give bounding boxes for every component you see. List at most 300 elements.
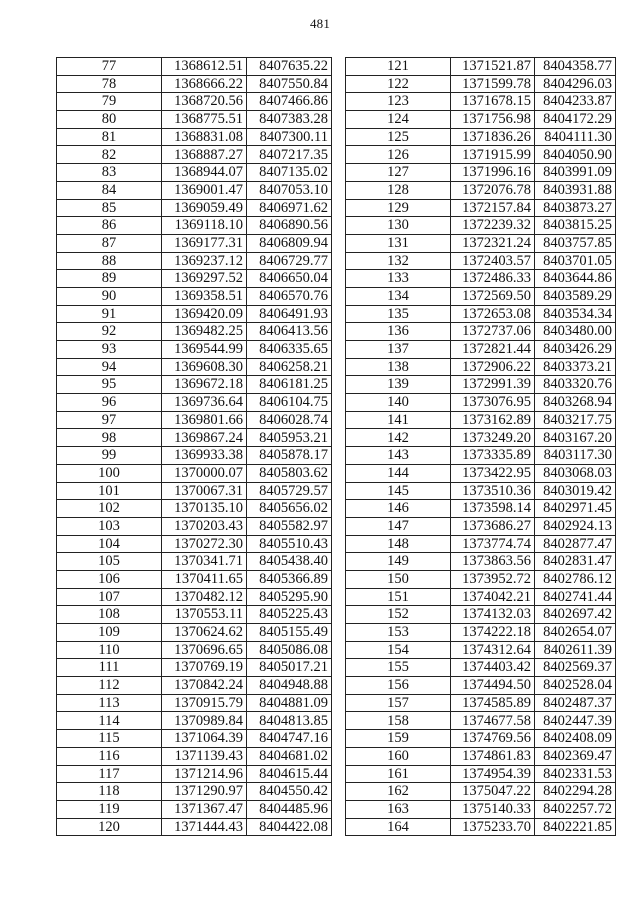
point-number-cell: 129	[346, 199, 451, 217]
point-number-cell: 151	[346, 588, 451, 606]
table-row	[346, 447, 616, 465]
table-row	[346, 553, 616, 571]
y-coordinate-cell: 8407300.11	[247, 128, 332, 146]
point-number-cell: 114	[57, 712, 162, 730]
x-coordinate-cell: 1369482.25	[162, 323, 247, 341]
table-row	[346, 270, 616, 288]
y-coordinate-cell: 8404485.96	[247, 800, 332, 818]
x-coordinate-cell: 1369297.52	[162, 270, 247, 288]
y-coordinate-cell: 8403701.05	[535, 252, 616, 270]
y-coordinate-cell: 8402611.39	[535, 641, 616, 659]
table-row	[57, 730, 332, 748]
x-coordinate-cell: 1371678.15	[451, 93, 535, 111]
table-row	[57, 128, 332, 146]
x-coordinate-cell: 1371521.87	[451, 58, 535, 76]
point-number-cell: 105	[57, 553, 162, 571]
point-number-cell: 108	[57, 606, 162, 624]
table-row	[57, 341, 332, 359]
point-number-cell: 78	[57, 75, 162, 93]
x-coordinate-cell: 1370696.65	[162, 641, 247, 659]
y-coordinate-cell: 8406335.65	[247, 341, 332, 359]
point-number-cell: 146	[346, 500, 451, 518]
table-row	[346, 305, 616, 323]
y-coordinate-cell: 8406809.94	[247, 234, 332, 252]
x-coordinate-cell: 1372076.78	[451, 181, 535, 199]
point-number-cell: 138	[346, 358, 451, 376]
x-coordinate-cell: 1371290.97	[162, 783, 247, 801]
table-row	[346, 146, 616, 164]
x-coordinate-cell: 1374132.03	[451, 606, 535, 624]
table-row	[57, 570, 332, 588]
table-row	[57, 482, 332, 500]
x-coordinate-cell: 1369544.99	[162, 341, 247, 359]
y-coordinate-cell: 8403268.94	[535, 394, 616, 412]
table-row	[346, 75, 616, 93]
y-coordinate-cell: 8402569.37	[535, 659, 616, 677]
y-coordinate-cell: 8407217.35	[247, 146, 332, 164]
x-coordinate-cell: 1368775.51	[162, 111, 247, 129]
point-number-cell: 132	[346, 252, 451, 270]
table-row	[57, 376, 332, 394]
x-coordinate-cell: 1373422.95	[451, 464, 535, 482]
y-coordinate-cell: 8407466.86	[247, 93, 332, 111]
table-row	[57, 464, 332, 482]
y-coordinate-cell: 8402487.37	[535, 694, 616, 712]
point-number-cell: 80	[57, 111, 162, 129]
point-number-cell: 152	[346, 606, 451, 624]
y-coordinate-cell: 8403991.09	[535, 164, 616, 182]
table-row	[346, 624, 616, 642]
y-coordinate-cell: 8403534.34	[535, 305, 616, 323]
x-coordinate-cell: 1374861.83	[451, 747, 535, 765]
y-coordinate-cell: 8402294.28	[535, 783, 616, 801]
x-coordinate-cell: 1373863.56	[451, 553, 535, 571]
table-row	[346, 765, 616, 783]
x-coordinate-cell: 1369237.12	[162, 252, 247, 270]
y-coordinate-cell: 8407135.02	[247, 164, 332, 182]
table-row	[57, 93, 332, 111]
coordinates-table-right	[345, 57, 616, 836]
point-number-cell: 143	[346, 447, 451, 465]
point-number-cell: 97	[57, 411, 162, 429]
table-row	[346, 800, 616, 818]
table-row	[57, 535, 332, 553]
point-number-cell: 139	[346, 376, 451, 394]
y-coordinate-cell: 8402257.72	[535, 800, 616, 818]
y-coordinate-cell: 8405729.57	[247, 482, 332, 500]
table-row	[57, 765, 332, 783]
point-number-cell: 160	[346, 747, 451, 765]
point-number-cell: 89	[57, 270, 162, 288]
x-coordinate-cell: 1369933.38	[162, 447, 247, 465]
x-coordinate-cell: 1374312.64	[451, 641, 535, 659]
x-coordinate-cell: 1369608.30	[162, 358, 247, 376]
table-row	[57, 553, 332, 571]
x-coordinate-cell: 1369358.51	[162, 287, 247, 305]
table-row	[346, 181, 616, 199]
y-coordinate-cell: 8406890.56	[247, 217, 332, 235]
y-coordinate-cell: 8406491.93	[247, 305, 332, 323]
y-coordinate-cell: 8403644.86	[535, 270, 616, 288]
table-row	[346, 287, 616, 305]
y-coordinate-cell: 8407635.22	[247, 58, 332, 76]
table-row	[346, 783, 616, 801]
point-number-cell: 102	[57, 500, 162, 518]
point-number-cell: 103	[57, 517, 162, 535]
point-number-cell: 145	[346, 482, 451, 500]
point-number-cell: 101	[57, 482, 162, 500]
point-number-cell: 161	[346, 765, 451, 783]
table-row	[346, 517, 616, 535]
table-row	[57, 818, 332, 836]
y-coordinate-cell: 8403815.25	[535, 217, 616, 235]
x-coordinate-cell: 1372569.50	[451, 287, 535, 305]
y-coordinate-cell: 8406258.21	[247, 358, 332, 376]
y-coordinate-cell: 8403931.88	[535, 181, 616, 199]
point-number-cell: 111	[57, 659, 162, 677]
point-number-cell: 156	[346, 677, 451, 695]
x-coordinate-cell: 1375047.22	[451, 783, 535, 801]
point-number-cell: 99	[57, 447, 162, 465]
x-coordinate-cell: 1368831.08	[162, 128, 247, 146]
table-row	[57, 429, 332, 447]
point-number-cell: 141	[346, 411, 451, 429]
point-number-cell: 79	[57, 93, 162, 111]
x-coordinate-cell: 1371139.43	[162, 747, 247, 765]
x-coordinate-cell: 1372737.06	[451, 323, 535, 341]
y-coordinate-cell: 8406650.04	[247, 270, 332, 288]
x-coordinate-cell: 1372239.32	[451, 217, 535, 235]
point-number-cell: 148	[346, 535, 451, 553]
table-row	[57, 394, 332, 412]
table-row	[57, 217, 332, 235]
x-coordinate-cell: 1370769.19	[162, 659, 247, 677]
table-row	[346, 730, 616, 748]
table-row	[57, 358, 332, 376]
point-number-cell: 158	[346, 712, 451, 730]
x-coordinate-cell: 1372653.08	[451, 305, 535, 323]
y-coordinate-cell: 8402877.47	[535, 535, 616, 553]
y-coordinate-cell: 8403019.42	[535, 482, 616, 500]
x-coordinate-cell: 1373335.89	[451, 447, 535, 465]
table-row	[346, 252, 616, 270]
point-number-cell: 142	[346, 429, 451, 447]
point-number-cell: 154	[346, 641, 451, 659]
y-coordinate-cell: 8403757.85	[535, 234, 616, 252]
point-number-cell: 92	[57, 323, 162, 341]
y-coordinate-cell: 8404358.77	[535, 58, 616, 76]
x-coordinate-cell: 1370624.62	[162, 624, 247, 642]
x-coordinate-cell: 1373774.74	[451, 535, 535, 553]
y-coordinate-cell: 8404296.03	[535, 75, 616, 93]
y-coordinate-cell: 8404813.85	[247, 712, 332, 730]
point-number-cell: 96	[57, 394, 162, 412]
x-coordinate-cell: 1370000.07	[162, 464, 247, 482]
point-number-cell: 135	[346, 305, 451, 323]
point-number-cell: 94	[57, 358, 162, 376]
y-coordinate-cell: 8405017.21	[247, 659, 332, 677]
point-number-cell: 86	[57, 217, 162, 235]
x-coordinate-cell: 1369736.64	[162, 394, 247, 412]
table-row	[57, 305, 332, 323]
y-coordinate-cell: 8403480.00	[535, 323, 616, 341]
table-row	[346, 641, 616, 659]
y-coordinate-cell: 8403373.21	[535, 358, 616, 376]
table-row	[346, 199, 616, 217]
x-coordinate-cell: 1372486.33	[451, 270, 535, 288]
page-number: 481	[309, 16, 331, 31]
point-number-cell: 104	[57, 535, 162, 553]
x-coordinate-cell: 1369867.24	[162, 429, 247, 447]
table-row	[346, 482, 616, 500]
point-number-cell: 130	[346, 217, 451, 235]
x-coordinate-cell: 1369177.31	[162, 234, 247, 252]
y-coordinate-cell: 8402654.07	[535, 624, 616, 642]
table-row	[346, 464, 616, 482]
table-row	[57, 58, 332, 76]
table-row	[57, 164, 332, 182]
point-number-cell: 83	[57, 164, 162, 182]
y-coordinate-cell: 8402697.42	[535, 606, 616, 624]
table-row	[57, 783, 332, 801]
table-row	[346, 58, 616, 76]
y-coordinate-cell: 8402221.85	[535, 818, 616, 836]
y-coordinate-cell: 8402528.04	[535, 677, 616, 695]
table-row	[346, 411, 616, 429]
y-coordinate-cell: 8405878.17	[247, 447, 332, 465]
x-coordinate-cell: 1371756.98	[451, 111, 535, 129]
x-coordinate-cell: 1374222.18	[451, 624, 535, 642]
table-row	[346, 234, 616, 252]
table-row	[346, 341, 616, 359]
y-coordinate-cell: 8402924.13	[535, 517, 616, 535]
y-coordinate-cell: 8402741.44	[535, 588, 616, 606]
point-number-cell: 163	[346, 800, 451, 818]
point-number-cell: 128	[346, 181, 451, 199]
y-coordinate-cell: 8403426.29	[535, 341, 616, 359]
y-coordinate-cell: 8403117.30	[535, 447, 616, 465]
x-coordinate-cell: 1370341.71	[162, 553, 247, 571]
x-coordinate-cell: 1369801.66	[162, 411, 247, 429]
point-number-cell: 90	[57, 287, 162, 305]
y-coordinate-cell: 8403589.29	[535, 287, 616, 305]
y-coordinate-cell: 8405225.43	[247, 606, 332, 624]
point-number-cell: 149	[346, 553, 451, 571]
point-number-cell: 144	[346, 464, 451, 482]
x-coordinate-cell: 1372403.57	[451, 252, 535, 270]
y-coordinate-cell: 8407053.10	[247, 181, 332, 199]
x-coordinate-cell: 1373598.14	[451, 500, 535, 518]
y-coordinate-cell: 8404681.02	[247, 747, 332, 765]
point-number-cell: 125	[346, 128, 451, 146]
y-coordinate-cell: 8407550.84	[247, 75, 332, 93]
table-row	[57, 287, 332, 305]
table-row	[57, 694, 332, 712]
point-number-cell: 112	[57, 677, 162, 695]
point-number-cell: 162	[346, 783, 451, 801]
point-number-cell: 85	[57, 199, 162, 217]
point-number-cell: 81	[57, 128, 162, 146]
point-number-cell: 106	[57, 570, 162, 588]
y-coordinate-cell: 8404422.08	[247, 818, 332, 836]
y-coordinate-cell: 8406971.62	[247, 199, 332, 217]
x-coordinate-cell: 1374677.58	[451, 712, 535, 730]
table-row	[57, 500, 332, 518]
point-number-cell: 153	[346, 624, 451, 642]
point-number-cell: 118	[57, 783, 162, 801]
y-coordinate-cell: 8402447.39	[535, 712, 616, 730]
table-row	[57, 517, 332, 535]
point-number-cell: 134	[346, 287, 451, 305]
point-number-cell: 113	[57, 694, 162, 712]
x-coordinate-cell: 1372991.39	[451, 376, 535, 394]
point-number-cell: 109	[57, 624, 162, 642]
x-coordinate-cell: 1372821.44	[451, 341, 535, 359]
y-coordinate-cell: 8404550.42	[247, 783, 332, 801]
x-coordinate-cell: 1368944.07	[162, 164, 247, 182]
x-coordinate-cell: 1370203.43	[162, 517, 247, 535]
y-coordinate-cell: 8402786.12	[535, 570, 616, 588]
x-coordinate-cell: 1374954.39	[451, 765, 535, 783]
point-number-cell: 84	[57, 181, 162, 199]
x-coordinate-cell: 1371836.26	[451, 128, 535, 146]
coordinates-table-left	[56, 57, 332, 836]
point-number-cell: 147	[346, 517, 451, 535]
point-number-cell: 159	[346, 730, 451, 748]
y-coordinate-cell: 8405582.97	[247, 517, 332, 535]
x-coordinate-cell: 1374494.50	[451, 677, 535, 695]
x-coordinate-cell: 1370989.84	[162, 712, 247, 730]
point-number-cell: 155	[346, 659, 451, 677]
point-number-cell: 124	[346, 111, 451, 129]
x-coordinate-cell: 1371367.47	[162, 800, 247, 818]
point-number-cell: 150	[346, 570, 451, 588]
table-row	[57, 146, 332, 164]
x-coordinate-cell: 1370915.79	[162, 694, 247, 712]
table-row	[346, 394, 616, 412]
x-coordinate-cell: 1373510.36	[451, 482, 535, 500]
point-number-cell: 110	[57, 641, 162, 659]
x-coordinate-cell: 1368666.22	[162, 75, 247, 93]
table-row	[346, 659, 616, 677]
table-row	[57, 447, 332, 465]
y-coordinate-cell: 8402971.45	[535, 500, 616, 518]
x-coordinate-cell: 1370482.12	[162, 588, 247, 606]
x-coordinate-cell: 1368720.56	[162, 93, 247, 111]
y-coordinate-cell: 8405803.62	[247, 464, 332, 482]
y-coordinate-cell: 8404615.44	[247, 765, 332, 783]
table-row	[346, 164, 616, 182]
point-number-cell: 98	[57, 429, 162, 447]
x-coordinate-cell: 1369059.49	[162, 199, 247, 217]
y-coordinate-cell: 8405438.40	[247, 553, 332, 571]
table-row	[346, 376, 616, 394]
x-coordinate-cell: 1370272.30	[162, 535, 247, 553]
x-coordinate-cell: 1373162.89	[451, 411, 535, 429]
x-coordinate-cell: 1371996.16	[451, 164, 535, 182]
y-coordinate-cell: 8405086.08	[247, 641, 332, 659]
y-coordinate-cell: 8406181.25	[247, 376, 332, 394]
x-coordinate-cell: 1371915.99	[451, 146, 535, 164]
table-row	[57, 252, 332, 270]
table-row	[57, 181, 332, 199]
y-coordinate-cell: 8404881.09	[247, 694, 332, 712]
y-coordinate-cell: 8402369.47	[535, 747, 616, 765]
y-coordinate-cell: 8405953.21	[247, 429, 332, 447]
x-coordinate-cell: 1370411.65	[162, 570, 247, 588]
x-coordinate-cell: 1374585.89	[451, 694, 535, 712]
x-coordinate-cell: 1370553.11	[162, 606, 247, 624]
point-number-cell: 157	[346, 694, 451, 712]
table-row	[346, 677, 616, 695]
y-coordinate-cell: 8404948.88	[247, 677, 332, 695]
point-number-cell: 117	[57, 765, 162, 783]
point-number-cell: 107	[57, 588, 162, 606]
x-coordinate-cell: 1374403.42	[451, 659, 535, 677]
point-number-cell: 136	[346, 323, 451, 341]
point-number-cell: 115	[57, 730, 162, 748]
y-coordinate-cell: 8403217.75	[535, 411, 616, 429]
table-row	[346, 588, 616, 606]
y-coordinate-cell: 8404233.87	[535, 93, 616, 111]
y-coordinate-cell: 8406413.56	[247, 323, 332, 341]
point-number-cell: 116	[57, 747, 162, 765]
table-row	[346, 128, 616, 146]
point-number-cell: 127	[346, 164, 451, 182]
y-coordinate-cell: 8406729.77	[247, 252, 332, 270]
table-row	[57, 199, 332, 217]
y-coordinate-cell: 8405510.43	[247, 535, 332, 553]
point-number-cell: 82	[57, 146, 162, 164]
table-row	[57, 270, 332, 288]
point-number-cell: 137	[346, 341, 451, 359]
x-coordinate-cell: 1369672.18	[162, 376, 247, 394]
point-number-cell: 87	[57, 234, 162, 252]
x-coordinate-cell: 1369420.09	[162, 305, 247, 323]
x-coordinate-cell: 1373076.95	[451, 394, 535, 412]
point-number-cell: 77	[57, 58, 162, 76]
table-row	[57, 800, 332, 818]
point-number-cell: 100	[57, 464, 162, 482]
y-coordinate-cell: 8405155.49	[247, 624, 332, 642]
table-row	[346, 535, 616, 553]
table-row	[346, 818, 616, 836]
table-row	[57, 606, 332, 624]
x-coordinate-cell: 1374042.21	[451, 588, 535, 606]
y-coordinate-cell: 8404747.16	[247, 730, 332, 748]
point-number-cell: 133	[346, 270, 451, 288]
table-row	[346, 694, 616, 712]
y-coordinate-cell: 8405295.90	[247, 588, 332, 606]
x-coordinate-cell: 1372157.84	[451, 199, 535, 217]
point-number-cell: 119	[57, 800, 162, 818]
x-coordinate-cell: 1369001.47	[162, 181, 247, 199]
table-row	[57, 111, 332, 129]
table-row	[57, 641, 332, 659]
y-coordinate-cell: 8403068.03	[535, 464, 616, 482]
y-coordinate-cell: 8403873.27	[535, 199, 616, 217]
table-row	[346, 429, 616, 447]
point-number-cell: 123	[346, 93, 451, 111]
x-coordinate-cell: 1371599.78	[451, 75, 535, 93]
y-coordinate-cell: 8403320.76	[535, 376, 616, 394]
y-coordinate-cell: 8405366.89	[247, 570, 332, 588]
x-coordinate-cell: 1370842.24	[162, 677, 247, 695]
table-row	[346, 570, 616, 588]
x-coordinate-cell: 1370135.10	[162, 500, 247, 518]
y-coordinate-cell: 8407383.28	[247, 111, 332, 129]
table-row	[57, 411, 332, 429]
